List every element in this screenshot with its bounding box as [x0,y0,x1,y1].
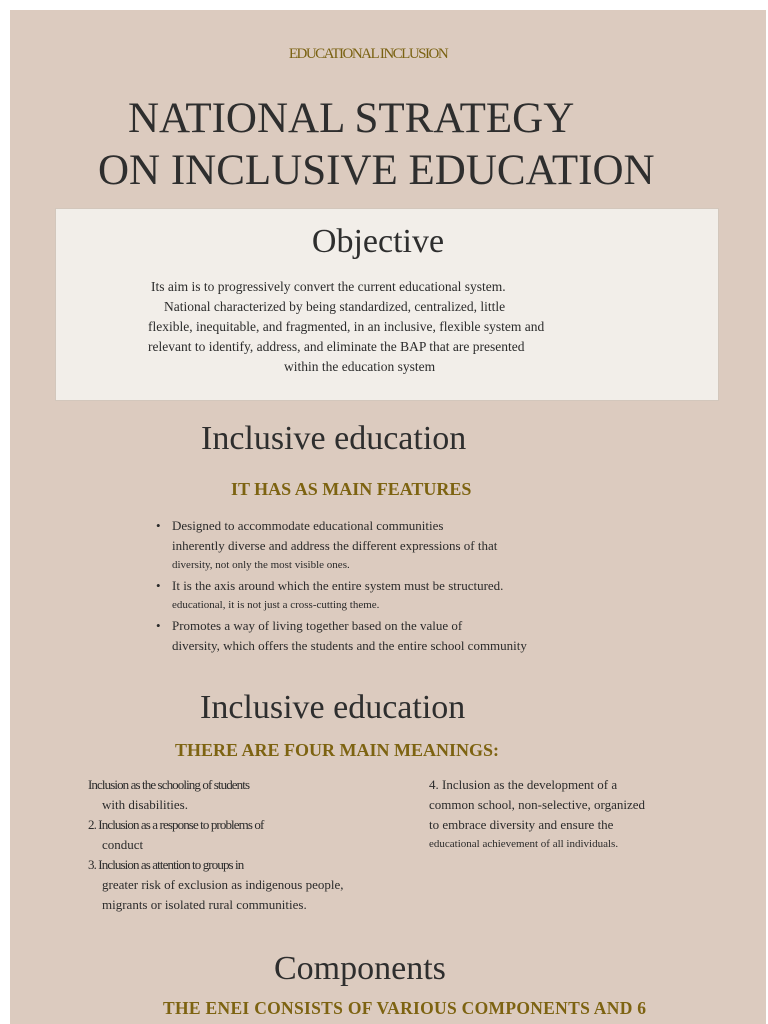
feature-line: educational, it is not just a cross-cutting theme. [172,599,380,611]
components-heading: Components [274,950,446,987]
objective-panel [55,208,719,401]
meaning-line: with disabilities. [102,797,188,812]
objective-line: Its aim is to progressively convert the current educational system. [151,279,506,294]
meaning-line: 4. Inclusion as the development of a [429,777,618,792]
meaning-line: to embrace diversity and ensure the [429,817,614,832]
meaning-line: educational achievement of all individuals. [429,838,619,850]
bullet-icon: • [156,618,161,633]
document-page [10,10,766,1024]
meaning-line: conduct [102,837,144,852]
feature-line: diversity, not only the most visible ones. [172,559,350,571]
meaning-line: Inclusion as the schooling of students [88,777,250,792]
objective-heading: Objective [311,223,445,260]
meaning-line: 3. Inclusion as attention to groups in [88,857,244,872]
objective-line: flexible, inequitable, and fragmented, in an inclusive, flexible system and [148,319,545,334]
page-title-line-2: ON INCLUSIVE EDUCATION [98,147,655,194]
objective-line: relevant to identify, address, and eliminate the BAP that are presented [148,339,525,354]
components-subheading: THE ENEI CONSISTS OF VARIOUS COMPONENTS AND 6 [163,998,647,1018]
meaning-line: 2. Inclusion as a response to problems of [88,817,264,832]
meaning-line: migrants or isolated rural communities. [102,897,307,912]
features-subheading: IT HAS AS MAIN FEATURES [231,479,472,499]
meanings-subheading: THERE ARE FOUR MAIN MEANINGS: [175,740,500,760]
bullet-icon: • [156,518,161,533]
meanings-heading: Inclusive education [200,689,466,726]
page-title-line-1: NATIONAL STRATEGY [128,95,575,142]
feature-line: Promotes a way of living together based on the value of [172,618,463,633]
meaning-line: greater risk of exclusion as indigenous people, [102,877,344,892]
objective-line: National characterized by being standardized, centralized, little [164,299,506,314]
meaning-line: common school, non-selective, organized [429,797,646,812]
feature-line: Designed to accommodate educational communities [172,518,444,533]
objective-line: within the education system [284,359,436,374]
features-heading: Inclusive education [201,420,467,457]
kicker-label: EDUCATIONAL INCLUSION [288,46,448,62]
feature-line: diversity, which offers the students and the entire school community [172,638,527,653]
bullet-icon: • [156,578,161,593]
feature-line: It is the axis around which the entire system must be structured. [172,578,504,593]
feature-line: inherently diverse and address the different expressions of that [172,538,498,553]
